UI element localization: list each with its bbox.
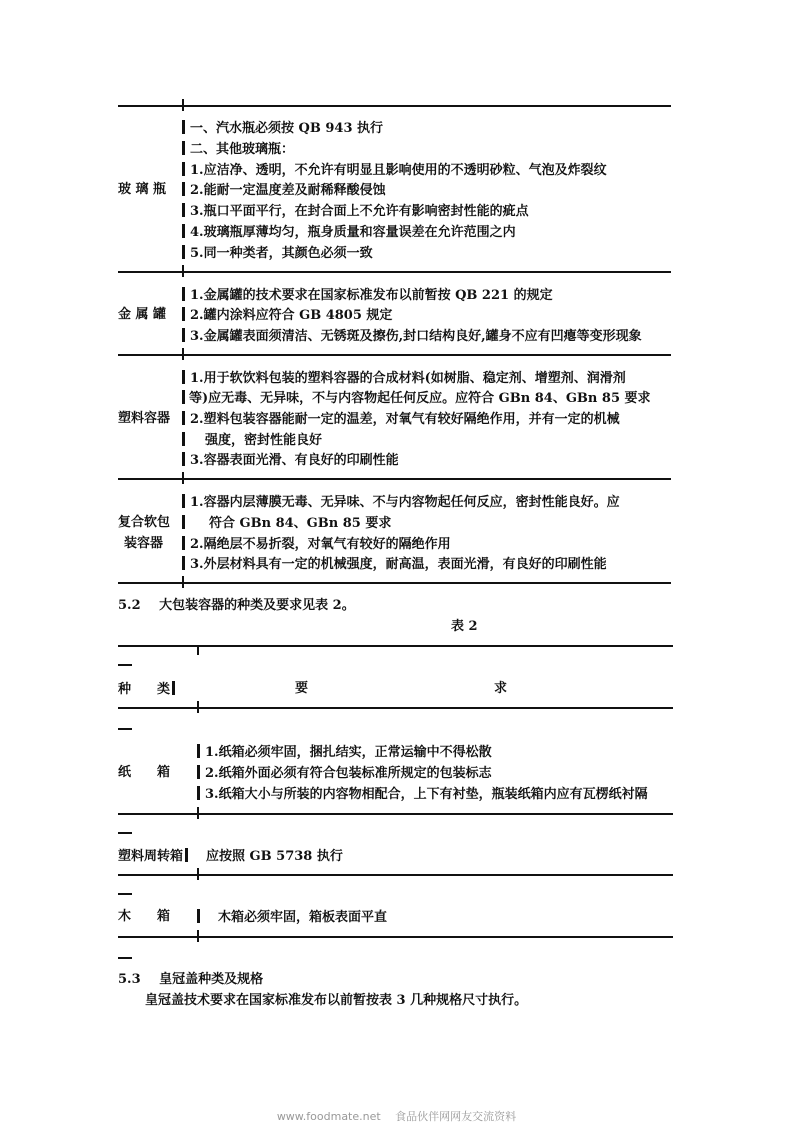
table-2-header-req-1: 要 <box>295 681 309 696</box>
cell-bar <box>172 681 175 695</box>
table-cell-line: 4.玻璃瓶厚薄均匀，瓶身质量和容量误差在允许范围之内 <box>182 224 516 241</box>
table-cell-line: 3.纸箱大小与所装的内容物相配合，上下有衬垫，瓶装纸箱内应有瓦楞纸衬隔 <box>197 786 648 803</box>
row-label-plastic-container: 塑料容器 <box>118 411 171 426</box>
table-cell-line: 1.纸箱必须牢固，捆扎结实，正常运输中不得松散 <box>197 744 492 761</box>
cell-bar <box>182 370 185 384</box>
cell-bar <box>197 744 200 758</box>
table-rule <box>182 472 184 484</box>
footer-watermark: www.foodmate.net 食品伙伴网网友交流资料 <box>276 1110 517 1123</box>
table-rule <box>118 957 132 959</box>
cell-bar <box>197 765 200 779</box>
row-label-plastic-turnover-box: 塑料周转箱 应按照 GB 5738 执行 <box>118 849 343 864</box>
cell-bar <box>182 494 185 508</box>
row-label-glass-bottle: 玻 璃 瓶 <box>118 182 167 197</box>
cell-bar <box>197 786 200 800</box>
cell-bar <box>182 556 185 570</box>
table-cell-line: 1.用于软饮料包装的塑料容器的合成材料(如树脂、稳定剂、增塑剂、润滑剂 <box>182 370 626 387</box>
table-rule <box>118 354 671 356</box>
table-cell-line: 1.容器内层薄膜无毒、无异味、不与内容物起任何反应，密封性能良好。应 <box>182 494 620 511</box>
cell-bar <box>182 432 185 446</box>
table-cell-line: 等)应无毒、无异味，不与内容物起任何反应。应符合 GBn 84、GBn 85 要求 <box>182 390 651 407</box>
cell-bar <box>182 141 185 155</box>
section-number: 5.3 <box>118 972 141 987</box>
cell-bar <box>185 848 188 862</box>
cell-bar <box>182 328 185 342</box>
table-rule <box>118 728 132 730</box>
table-rule <box>118 832 132 834</box>
table-cell-line: 二、其他玻璃瓶： <box>182 141 294 158</box>
section-title: 皇冠盖种类及规格 <box>159 972 264 987</box>
table-2-caption: 表 2 <box>451 619 478 634</box>
cell-bar <box>182 182 185 196</box>
table-rule <box>197 807 199 819</box>
cell-bar <box>182 411 185 425</box>
table-cell-line: 1.应洁净、透明，不允许有明显且影响使用的不透明砂粒、气泡及炸裂纹 <box>182 162 607 179</box>
cell-bar <box>182 515 185 529</box>
cell-bar <box>182 245 185 259</box>
row-label-carton: 纸 箱 <box>118 765 171 780</box>
table-cell-line: 2.罐内涂料应符合 GB 4805 规定 <box>182 307 392 324</box>
table-rule <box>118 874 673 876</box>
table-cell-line: 3.瓶口平面平行，在封合面上不允许有影响密封性能的疵点 <box>182 203 529 220</box>
table-rule <box>182 265 184 277</box>
cell-bar <box>182 203 185 217</box>
table-cell-line: 2.纸箱外面必须有符合包装标准所规定的包装标志 <box>197 765 492 782</box>
section-heading-5-3 <box>118 972 263 988</box>
table-rule <box>197 868 199 880</box>
table-rule <box>197 930 199 942</box>
table-rule <box>197 701 199 713</box>
table-rule <box>118 478 671 480</box>
table-rule <box>118 582 671 584</box>
row-label-composite-packaging: 复合软包 <box>118 515 171 530</box>
section-body: 皇冠盖技术要求在国家标准发布以前暂按表 3 几种规格尺寸执行。 <box>145 993 528 1008</box>
cell-bar <box>182 224 185 238</box>
table-rule <box>182 348 184 360</box>
section-text: 大包装容器的种类及要求见表 2。 <box>159 598 355 613</box>
table-rule <box>118 813 673 815</box>
cell-bar <box>182 120 185 134</box>
table-rule <box>118 271 671 273</box>
cell-bar <box>182 452 185 466</box>
table-cell-line: 5.同一种类者，其颜色必须一致 <box>182 245 373 262</box>
table-rule <box>197 645 199 655</box>
table-cell-line: 强度，密封性能良好 <box>182 432 322 449</box>
table-rule <box>182 99 184 111</box>
cell-bar <box>182 390 185 404</box>
section-number: 5.2 <box>118 598 141 613</box>
table-rule <box>182 576 184 588</box>
cell-bar <box>182 307 185 321</box>
table-2-header-type: 种 类 <box>118 681 180 698</box>
table-cell-line: 2.隔绝层不易折裂，对氧气有较好的隔绝作用 <box>182 536 451 553</box>
table-rule <box>118 936 673 938</box>
table-rule <box>118 664 132 666</box>
cell-bar <box>182 536 185 550</box>
table-2-header-req-2: 求 <box>494 681 508 696</box>
table-cell-line: 3.容器表面光滑、有良好的印刷性能 <box>182 452 399 469</box>
table-cell-line: 1.金属罐的技术要求在国家标准发布以前暂按 QB 221 的规定 <box>182 287 553 304</box>
table-cell-line: 3.金属罐表面须清洁、无锈斑及擦伤,封口结构良好,罐身不应有凹瘪等变形现象 <box>182 328 642 345</box>
row-label-composite-packaging-2: 装容器 <box>124 536 164 551</box>
cell-bar <box>182 162 185 176</box>
cell-bar <box>197 909 200 923</box>
table-rule <box>118 707 673 709</box>
table-cell-line: 3.外层材料具有一定的机械强度，耐高温，表面光滑，有良好的印刷性能 <box>182 556 607 573</box>
section-heading-5-2 <box>118 598 355 614</box>
cell-bar <box>182 287 185 301</box>
table-cell-line: 符合 GBn 84、GBn 85 要求 <box>182 515 391 532</box>
table-cell-line: 一、汽水瓶必须按 QB 943 执行 <box>182 120 383 137</box>
table-cell-line: 2.塑料包装容器能耐一定的温差，对氧气有较好隔绝作用，并有一定的机械 <box>182 411 620 428</box>
row-label-metal-can: 金 属 罐 <box>118 307 167 322</box>
table-rule <box>118 105 671 107</box>
table-cell-line: 木箱必须牢固，箱板表面平直 <box>197 909 387 926</box>
row-label-wooden-box: 木 箱 <box>118 909 171 924</box>
table-rule <box>118 645 673 647</box>
table-rule <box>118 893 132 895</box>
table-cell-line: 2.能耐一定温度差及耐稀释酸侵蚀 <box>182 182 386 199</box>
